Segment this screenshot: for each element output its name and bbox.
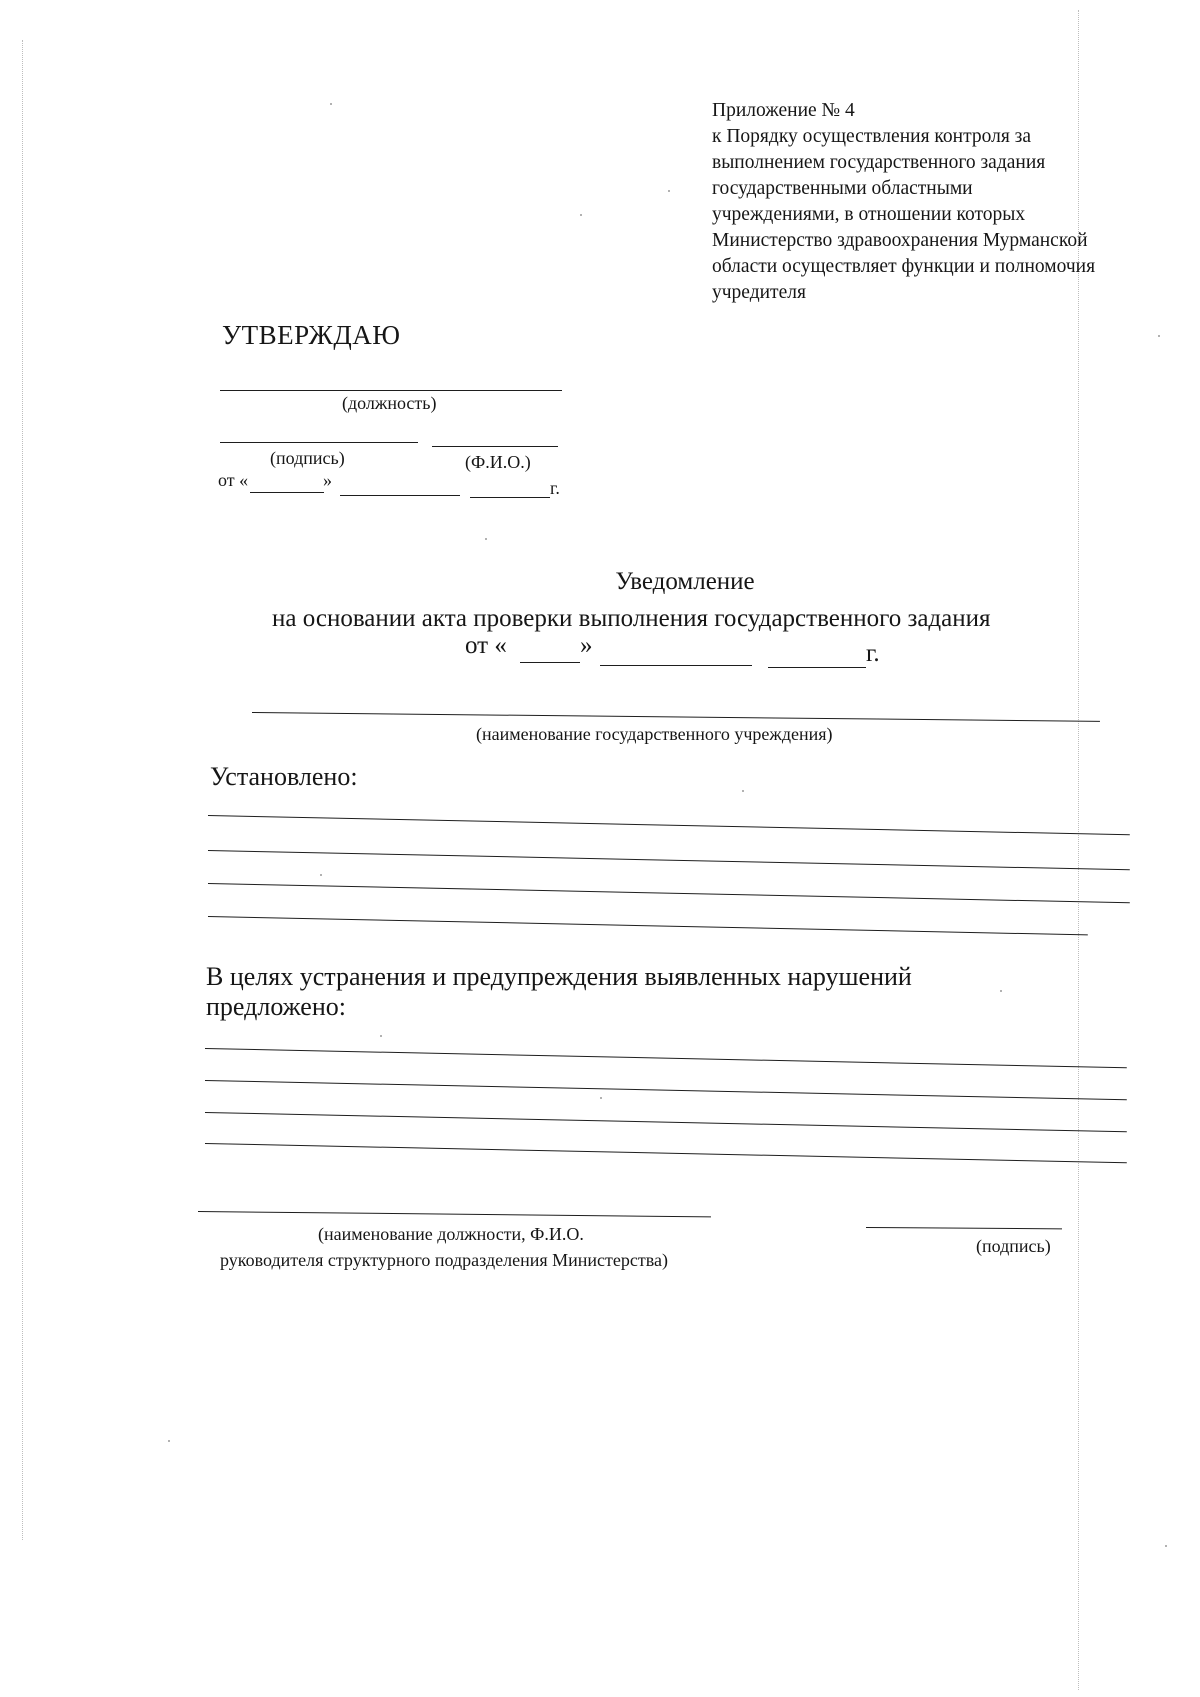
scan-speck [580,214,582,216]
approval-date-suffix: г. [550,478,560,498]
proposed-line-4[interactable] [205,1143,1127,1163]
scan-speck [168,1440,170,1442]
scan-speck [380,1035,382,1037]
appendix-reference [712,98,1095,306]
established-line-3[interactable] [208,883,1130,903]
institution-line[interactable] [252,712,1100,722]
approval-heading: УТВЕРЖДАЮ [222,320,401,350]
appendix-line: учреждениями, в отношении которых [712,204,1026,225]
scan-speck [742,790,744,792]
notice-date-prefix: от « [465,632,507,659]
scan-speck [1000,990,1002,992]
scan-edge-left [22,40,23,1540]
official-caption-line-1: (наименование должности, Ф.И.О. [318,1224,584,1244]
notice-day-line[interactable] [520,662,580,663]
proposed-line-3[interactable] [205,1112,1127,1132]
notice-month-line[interactable] [600,665,752,666]
approval-date-prefix: от « [218,470,249,490]
scan-speck [1165,1545,1167,1547]
proposed-line-2[interactable] [205,1080,1127,1100]
notice-subtitle: на основании акта проверки выполнения государственного задания [272,605,991,632]
scan-speck [485,538,487,540]
established-line-4[interactable] [208,916,1088,935]
appendix-line: Министерство здравоохранения Мурманской [712,230,1088,251]
appendix-line: выполнением государственного задания [712,152,1046,173]
established-line-2[interactable] [208,850,1130,870]
appendix-line: к Порядку осуществления контроля за [712,126,1032,147]
institution-caption: (наименование государственного учреждения) [476,724,833,744]
appendix-line: государственными областными [712,178,973,199]
position-line[interactable] [220,390,562,391]
approval-day-line[interactable] [250,492,324,493]
established-line-1[interactable] [208,815,1130,835]
footer-signature-line[interactable] [866,1227,1062,1229]
notice-date-quote-close: » [580,632,593,659]
footer-signature-caption: (подпись) [976,1236,1051,1256]
official-line[interactable] [198,1211,711,1217]
proposed-line-1[interactable] [205,1048,1127,1068]
notice-date-suffix: г. [866,640,880,667]
appendix-line: учредителя [712,282,806,303]
official-caption-line-2: руководителя структурного подразделения Министерства) [220,1250,668,1270]
proposed-label-line-1: В целях устранения и предупреждения выявленных нарушений [206,962,912,991]
name-caption: (Ф.И.О.) [465,452,531,472]
signature-caption: (подпись) [270,448,345,468]
position-caption: (должность) [342,393,437,413]
name-line[interactable] [432,446,558,447]
signature-line[interactable] [220,442,418,443]
appendix-line: Приложение № 4 [712,100,855,121]
approval-date-quote-close: » [323,470,332,490]
notice-year-line[interactable] [768,667,866,668]
scan-speck [600,1097,602,1099]
scan-speck [330,103,332,105]
approval-year-line[interactable] [470,497,550,498]
proposed-label-line-2: предложено: [206,992,346,1021]
established-label: Установлено: [210,762,358,791]
scan-speck [1158,335,1160,337]
approval-month-line[interactable] [340,495,460,496]
scan-speck [320,874,322,876]
appendix-line: области осуществляет функции и полномочия [712,256,1096,277]
notice-title: Уведомление [615,568,755,595]
scan-speck [668,190,670,192]
